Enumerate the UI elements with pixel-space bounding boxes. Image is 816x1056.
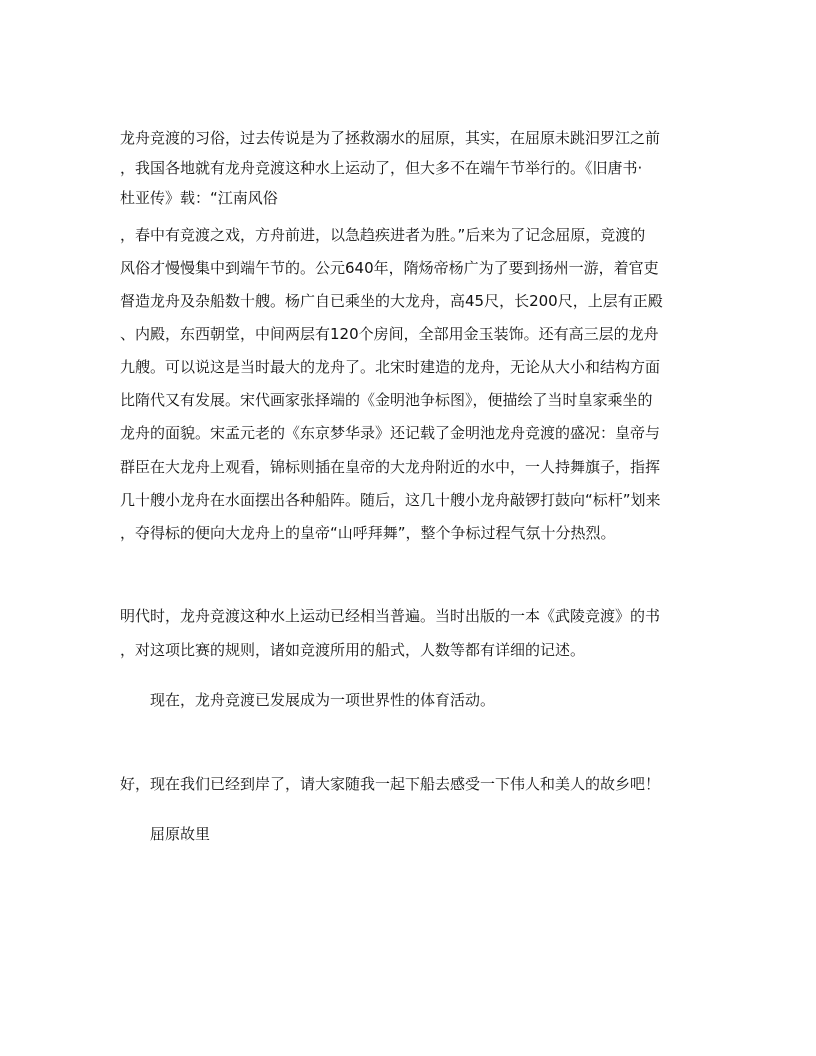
text-line: 现在，龙舟竞渡已发展成为一项世界性的体育活动。 (150, 691, 496, 709)
text-line: 九艘。可以说这是当时最大的龙舟了。北宋时建造的龙舟，无论从大小和结构方面 (120, 358, 661, 376)
text-line: 杜亚传》载：“江南风俗 (120, 189, 278, 207)
text-line: 几十艘小龙舟在水面摆出各种船阵。随后，这几十艘小龙舟敲锣打鼓向“标杆”划来 (120, 491, 661, 509)
text-line: 明代时，龙舟竞渡这种水上运动已经相当普遍。当时出版的一本《武陵竞渡》的书 (120, 607, 661, 625)
text-line: ，夺得标的便向大龙舟上的皇帝“山呼拜舞”，整个争标过程气氛十分热烈。 (120, 524, 616, 542)
text-line: 比隋代又有发展。宋代画家张择端的《金明池争标图》，便描绘了当时皇家乘坐的 (120, 391, 653, 409)
text-line: 好，现在我们已经到岸了，请大家随我一起下船去感受一下伟人和美人的故乡吧！ (120, 775, 661, 793)
text-line: 风俗才慢慢集中到端午节的。公元640年，隋炀帝杨广为了要到扬州一游，着官吏 (120, 259, 659, 277)
text-line: 龙舟竞渡的习俗，过去传说是为了拯救溺水的屈原，其实，在屈原未跳汨罗江之前 (120, 129, 661, 147)
text-line: ，我国各地就有龙舟竞渡这种水上运动了，但大多不在端午节举行的。《旧唐书· (120, 159, 643, 177)
text-line: ，对这项比赛的规则，诸如竞渡所用的船式，人数等都有详细的记述。 (120, 641, 586, 659)
text-line: 群臣在大龙舟上观看，锦标则插在皇帝的大龙舟附近的水中，一人持舞旗子，指挥 (120, 458, 661, 476)
text-line: 、内殿，东西朝堂，中间两层有120个房间，全部用金玉装饰。还有高三层的龙舟 (120, 325, 659, 343)
text-line: ，春中有竞渡之戏，方舟前进，以急趋疾进者为胜。”后来为了记念屈原，竞渡的 (120, 226, 646, 244)
section-heading: 屈原故里 (150, 825, 211, 843)
text-line: 龙舟的面貌。宋孟元老的《东京梦华录》还记载了金明池龙舟竞渡的盛况：皇帝与 (120, 424, 661, 442)
text-line: 督造龙舟及杂船数十艘。杨广自已乘坐的大龙舟，高45尺，长200尺，上层有正殿 (120, 292, 663, 310)
